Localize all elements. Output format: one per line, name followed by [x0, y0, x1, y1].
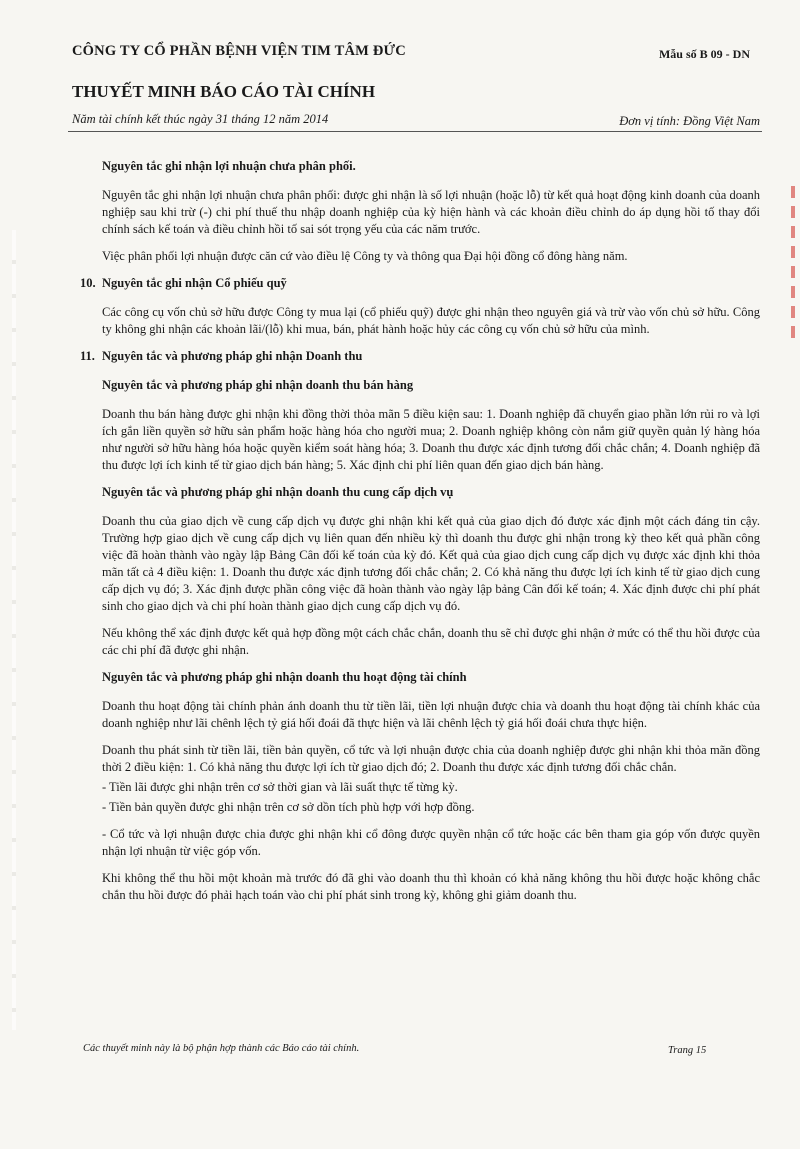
- list-item: - Cổ tức và lợi nhuận được chia được ghi nhận khi cổ đông được quyền nhận cổ tức hoặc các bên tham gia góp vốn được quyền nhận lợi nhuận từ việc góp vốn.: [102, 827, 760, 858]
- paragraph: Doanh thu bán hàng được ghi nhận khi đồng thời thỏa mãn 5 điều kiện sau: 1. Doanh nghiệp đã chuyển giao phần lớn rủi ro và lợi ích gắn liền quyền sở hữu sản phẩm hoặc hàng hóa cho người mua; 2. Doanh nghiệp không còn nắm giữ quyền quản lý hàng hóa như người sở hữu hàng hóa hoặc quyền kiểm soát hàng hóa; 3. Doanh thu được xác định tương đối chắc chắn; 4. Doanh nghiệp đã thu được lợi ích kinh tế từ giao dịch bán hàng; 5. Xác định chi phí liên quan đến giao dịch bán hàng.: [102, 407, 760, 472]
- section-11-heading: [80, 348, 760, 365]
- financial-heading: Nguyên tắc và phương pháp ghi nhận doanh thu hoạt động tài chính: [102, 670, 467, 684]
- section-title: Nguyên tắc và phương pháp ghi nhận Doanh thu: [102, 349, 363, 363]
- paragraph: Nguyên tắc ghi nhận lợi nhuận chưa phân phối: được ghi nhận là số lợi nhuận (hoặc lỗ) từ kết quả hoạt động kinh doanh của doanh nghiệp sau khi trừ (-) chi phí thuế thu nhập doanh nghiệp của kỳ hiện hành và các khoản điều chỉnh do áp dụng hồi tố thay đổi chính sách kế toán và điều chỉnh hồi tố sai sót trọng yếu của các năm trước.: [102, 188, 760, 236]
- form-code: Mẫu số B 09 - DN: [658, 47, 750, 61]
- header-divider: [68, 131, 762, 132]
- margin-stamp-marks: [788, 186, 798, 338]
- currency-unit: Đơn vị tính: Đồng Việt Nam: [619, 114, 760, 128]
- services-heading: Nguyên tắc và phương pháp ghi nhận doanh thu cung cấp dịch vụ: [102, 485, 454, 499]
- paragraph: Doanh thu phát sinh từ tiền lãi, tiền bản quyền, cổ tức và lợi nhuận được chia của doanh nghiệp được ghi nhận khi thỏa mãn đồng thời 2 điều kiện: 1. Có khả năng thu được lợi ích từ giao dịch đó; 2. Doanh thu được xác định tương đối chắc chắn.: [102, 743, 760, 774]
- paragraph: Doanh thu hoạt động tài chính phản ánh doanh thu từ tiền lãi, tiền lợi nhuận được chia và doanh thu hoạt động tài chính khác của doanh nghiệp như lãi chênh lệch tỷ giá hối đoái đã thực hiện và lãi chênh lệch tỷ giá hối đoái chưa thực hiện.: [102, 699, 760, 730]
- page-number: Trang 15: [668, 1045, 707, 1056]
- sales-heading: Nguyên tắc và phương pháp ghi nhận doanh thu bán hàng: [102, 378, 414, 392]
- list-item: - Tiền bản quyền được ghi nhận trên cơ sở dồn tích phù hợp với hợp đồng.: [102, 800, 475, 814]
- list-item: - Tiền lãi được ghi nhận trên cơ sở thời gian và lãi suất thực tế từng kỳ.: [102, 780, 458, 794]
- fiscal-year: Năm tài chính kết thúc ngày 31 tháng 12 năm 2014: [72, 112, 329, 126]
- section-number: 11.: [80, 349, 95, 363]
- section-number: 10.: [80, 276, 96, 290]
- paragraph: Việc phân phối lợi nhuận được căn cứ vào điều lệ Công ty và thông qua Đại hội đồng cổ đông hàng năm.: [102, 249, 628, 263]
- scan-edge-marks: [12, 230, 16, 1030]
- undistributed-heading: Nguyên tắc ghi nhận lợi nhuận chưa phân phối.: [102, 159, 356, 173]
- footer-note: Các thuyết minh này là bộ phận hợp thành các Báo cáo tài chính.: [83, 1043, 360, 1054]
- document-body: [80, 158, 760, 914]
- section-title: Nguyên tắc ghi nhận Cổ phiếu quỹ: [102, 276, 287, 290]
- section-10-heading: [80, 275, 760, 292]
- document-title: THUYẾT MINH BÁO CÁO TÀI CHÍNH: [72, 82, 376, 101]
- company-name: CÔNG TY CỔ PHẦN BỆNH VIỆN TIM TÂM ĐỨC: [72, 43, 406, 59]
- paragraph: Khi không thể thu hồi một khoản mà trước đó đã ghi vào doanh thu thì khoản có khả năng không thu hồi được hoặc không chắc chắn thu hồi được đó phải hạch toán vào chi phí phát sinh trong kỳ, không ghi giảm doanh thu.: [102, 871, 760, 902]
- paragraph: Các công cụ vốn chủ sở hữu được Công ty mua lại (cổ phiếu quỹ) được ghi nhận theo nguyên giá và trừ vào vốn chủ sở hữu. Công ty không ghi nhận các khoản lãi/(lỗ) khi mua, bán, phát hành hoặc hủy các công cụ vốn chủ sở hữu của mình.: [102, 305, 760, 336]
- paragraph: Doanh thu của giao dịch về cung cấp dịch vụ được ghi nhận khi kết quả của giao dịch đó được xác định một cách đáng tin cậy. Trường hợp giao dịch về cung cấp dịch vụ liên quan đến nhiều kỳ thì doanh thu được ghi nhận trong kỳ theo kết quả phần công việc đã hoàn thành vào ngày lập Bảng Cân đối kế toán của kỳ đó. Kết quả của giao dịch cung cấp dịch vụ được xác định khi thỏa mãn tất cả 4 điều kiện: 1. Doanh thu được xác định tương đối chắc chắn; 2. Có khả năng thu được lợi ích kinh tế từ giao dịch cung cấp dịch vụ đó; 3. Xác định được phần công việc đã hoàn thành vào ngày lập bảng Cân đối kế toán; 4. Xác định được chi phí phát sinh cho giao dịch và chi phí hoàn thành giao dịch cung cấp dịch vụ đó.: [102, 514, 760, 613]
- paragraph: Nếu không thể xác định được kết quả hợp đồng một cách chắc chắn, doanh thu sẽ chỉ được ghi nhận ở mức có thể thu hồi được của các chi phí đã được ghi nhận.: [102, 626, 760, 657]
